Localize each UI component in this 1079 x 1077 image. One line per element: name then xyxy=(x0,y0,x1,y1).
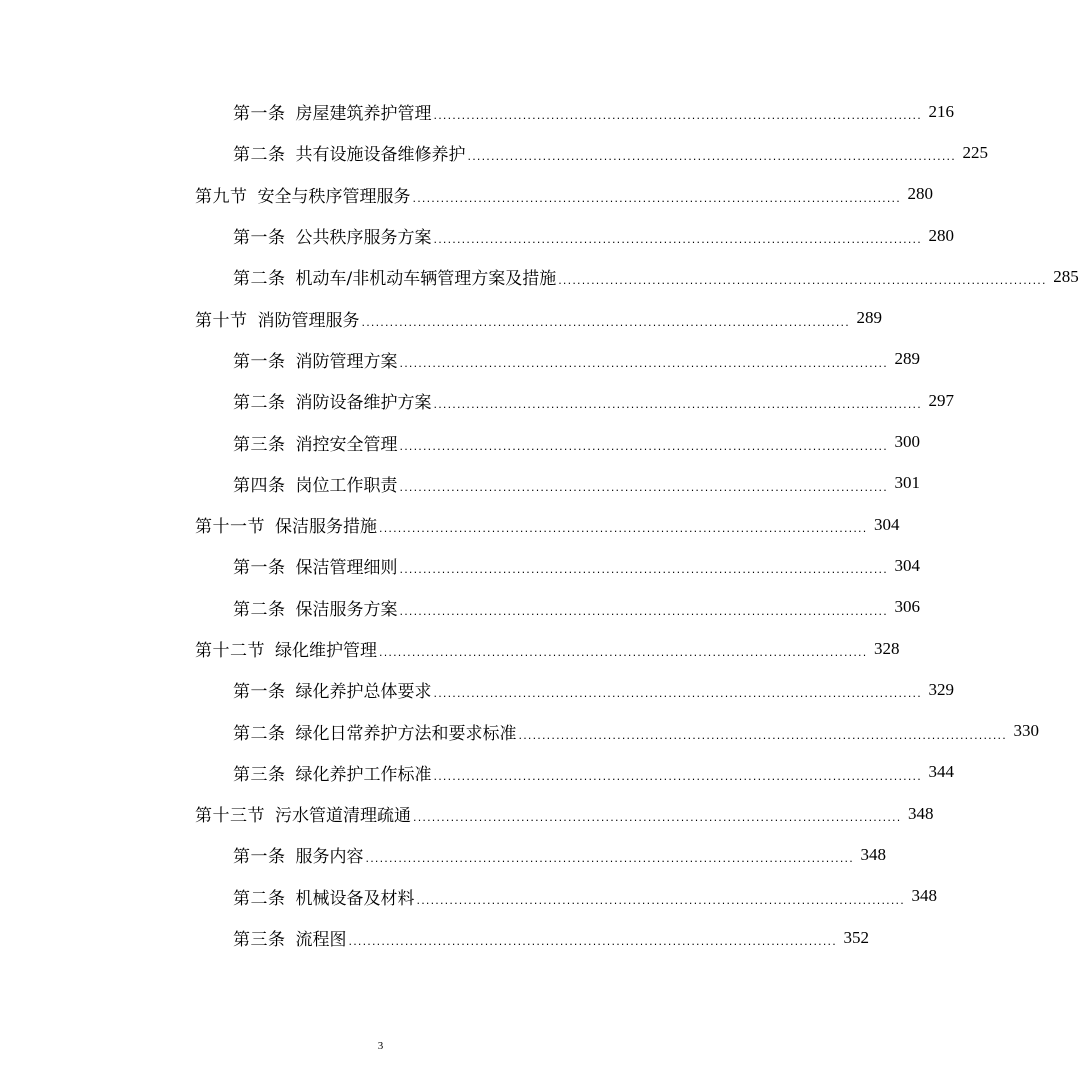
toc-entry-label: 第一条 xyxy=(233,351,286,372)
toc-entry-page: 225 xyxy=(962,142,988,162)
toc-entry-page: 285 xyxy=(1053,266,1079,286)
toc-entry[interactable] xyxy=(0,628,900,669)
toc-entry-label: 第二条 xyxy=(233,888,286,909)
toc-entry-label: 第三条 xyxy=(233,930,286,951)
toc-entry-label: 第十一节 xyxy=(195,517,265,538)
toc-entry-label: 第二条 xyxy=(233,723,286,744)
toc-entry-title: 公共秩序服务方案 xyxy=(295,228,432,249)
toc-entry[interactable] xyxy=(0,256,1079,297)
toc-entry-label: 第二条 xyxy=(233,599,286,620)
toc-entry-label: 第一条 xyxy=(233,847,286,868)
toc-dot-leader: ........................................................................................................ xyxy=(412,191,901,205)
toc-dot-leader: ........................................................................................................ xyxy=(348,935,837,949)
toc-dot-leader: ........................................................................................................ xyxy=(399,439,888,453)
toc-entry[interactable] xyxy=(0,174,933,215)
toc-entry[interactable] xyxy=(0,215,954,256)
toc-entry-page: 304 xyxy=(873,514,900,534)
toc-entry-label: 第三条 xyxy=(233,764,286,785)
toc-entry-page: 330 xyxy=(1013,721,1039,741)
toc-entry-label: 第二条 xyxy=(233,145,286,166)
toc-entry[interactable] xyxy=(0,297,882,338)
toc-entry[interactable] xyxy=(0,834,886,875)
toc-entry-label: 第三条 xyxy=(233,434,286,455)
toc-entry-title: 消防设备维护方案 xyxy=(295,393,432,414)
toc-entry-label: 第四条 xyxy=(233,475,286,496)
toc-entry[interactable] xyxy=(0,752,954,793)
toc-dot-leader: ........................................................................................................ xyxy=(433,233,922,247)
toc-dot-leader: ........................................................................................................ xyxy=(518,728,1007,742)
toc-entry-title: 消防管理方案 xyxy=(295,351,398,372)
toc-entry[interactable] xyxy=(0,710,1039,751)
toc-entry-label: 第九节 xyxy=(195,186,248,207)
toc-entry[interactable] xyxy=(0,380,954,421)
toc-entry-page: 328 xyxy=(873,638,900,658)
toc-entry-title: 流程图 xyxy=(295,930,347,951)
toc-entry-title: 机动车/非机动车辆管理方案及措施 xyxy=(295,269,557,290)
toc-entry-page: 344 xyxy=(928,762,954,782)
toc-entry-page: 297 xyxy=(928,390,954,410)
toc-entry[interactable] xyxy=(0,91,954,132)
toc-entry-title: 绿化养护工作标准 xyxy=(295,764,432,785)
toc-entry-title: 机械设备及材料 xyxy=(295,888,415,909)
toc-entry[interactable] xyxy=(0,793,934,834)
toc-entry-page: 348 xyxy=(860,844,886,864)
toc-entry-label: 第二条 xyxy=(233,393,286,414)
toc-dot-leader: ........................................................................................................ xyxy=(379,522,868,536)
toc-dot-leader: ........................................................................................................ xyxy=(558,274,1047,288)
toc-entry-page: 306 xyxy=(894,597,920,617)
toc-entry-label: 第一条 xyxy=(233,682,286,703)
page-number: 3 xyxy=(377,1040,384,1052)
toc-entry-title: 房屋建筑养护管理 xyxy=(295,104,432,125)
toc-entry-page: 348 xyxy=(907,803,934,823)
toc-entry[interactable] xyxy=(0,917,869,958)
toc-dot-leader: ........................................................................................................ xyxy=(399,563,888,577)
toc-entry-label: 第二条 xyxy=(233,269,286,290)
toc-entry-page: 304 xyxy=(894,555,920,575)
toc-entry-title: 服务内容 xyxy=(295,847,364,868)
toc-entry-page: 348 xyxy=(911,886,937,906)
toc-entry-title: 岗位工作职责 xyxy=(295,475,398,496)
toc-entry-title: 污水管道清理疏通 xyxy=(275,806,411,827)
toc-entry-title: 保洁服务方案 xyxy=(295,599,398,620)
toc-entry-page: 289 xyxy=(856,308,882,328)
toc-entry-title: 安全与秩序管理服务 xyxy=(257,186,411,207)
toc-dot-leader: ........................................................................................................ xyxy=(413,811,902,825)
toc-entry-page: 329 xyxy=(928,679,954,699)
toc-entry[interactable] xyxy=(0,132,988,173)
toc-entry[interactable] xyxy=(0,545,920,586)
toc-entry-label: 第十三节 xyxy=(195,806,265,827)
toc-entry-page: 352 xyxy=(843,927,869,947)
toc-dot-leader: ........................................................................................................ xyxy=(399,480,888,494)
toc-entry-page: 216 xyxy=(928,101,954,121)
toc-dot-leader: ........................................................................................................ xyxy=(399,356,888,370)
toc-entry-title: 保洁服务措施 xyxy=(275,517,377,538)
toc-entry[interactable] xyxy=(0,876,937,917)
toc-entry-label: 第十二节 xyxy=(195,641,265,661)
toc-entry-page: 301 xyxy=(894,473,920,493)
toc-entry-title: 绿化日常养护方法和要求标准 xyxy=(295,723,517,744)
toc-dot-leader: ........................................................................................................ xyxy=(379,646,868,659)
toc-entry[interactable] xyxy=(0,463,920,504)
toc-entry-label: 第一条 xyxy=(233,228,286,249)
toc-entry-title: 共有设施设备维修养护 xyxy=(295,145,466,166)
toc-entry-title: 消控安全管理 xyxy=(295,434,398,455)
toc-entry[interactable] xyxy=(0,587,920,628)
toc-entry-page: 280 xyxy=(907,184,933,204)
toc-dot-leader: ........................................................................................................ xyxy=(399,604,888,618)
toc-entry[interactable] xyxy=(0,421,920,462)
toc-entry-title: 消防管理服务 xyxy=(257,310,360,331)
toc-dot-leader: ........................................................................................................ xyxy=(433,109,922,123)
toc-entry-title: 绿化维护管理 xyxy=(275,641,377,661)
toc-entry-page: 280 xyxy=(928,225,954,245)
toc-entry-label: 第一条 xyxy=(233,558,286,579)
table-of-contents xyxy=(0,91,1079,958)
toc-dot-leader: ........................................................................................................ xyxy=(416,893,905,907)
toc-dot-leader: ........................................................................................................ xyxy=(361,315,850,329)
toc-dot-leader: ........................................................................................................ xyxy=(433,687,922,701)
toc-entry[interactable] xyxy=(0,504,900,545)
toc-entry[interactable] xyxy=(0,669,954,710)
toc-entry-page: 300 xyxy=(894,432,920,452)
toc-entry-label: 第十节 xyxy=(195,310,248,331)
toc-entry-label: 第一条 xyxy=(233,104,286,125)
toc-entry[interactable] xyxy=(0,339,920,380)
toc-dot-leader: ........................................................................................................ xyxy=(433,769,922,783)
toc-entry-title: 绿化养护总体要求 xyxy=(295,682,432,703)
toc-dot-leader: ........................................................................................................ xyxy=(467,150,956,164)
toc-dot-leader: ........................................................................................................ xyxy=(365,852,854,866)
toc-entry-page: 289 xyxy=(894,349,920,369)
toc-dot-leader: ........................................................................................................ xyxy=(433,398,922,412)
toc-entry-title: 保洁管理细则 xyxy=(295,558,398,579)
